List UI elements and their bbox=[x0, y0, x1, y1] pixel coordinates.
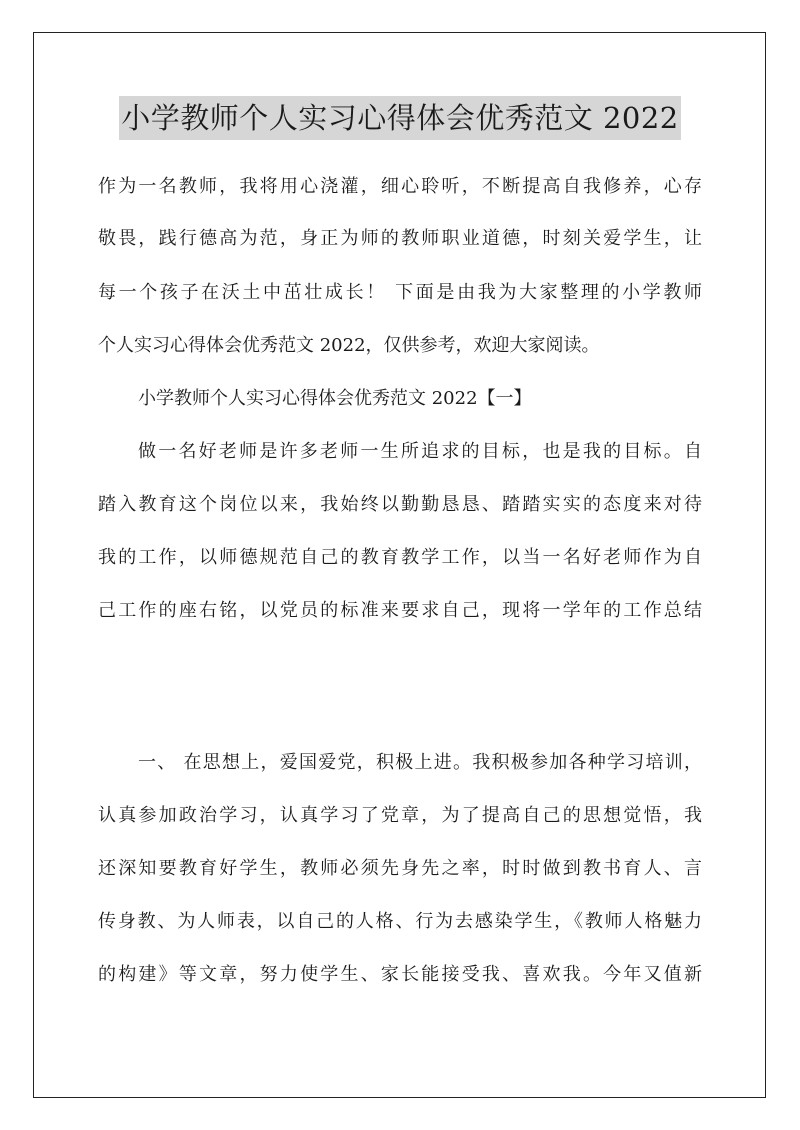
paragraph1-line-4: 己工作的座右铭，以党员的标准来要求自己，现将一学年的工作总结 bbox=[98, 600, 702, 621]
paragraph2-line-5: 的构建》等文章，努力使学生、家长能接受我、喜欢我。今年又值新 bbox=[98, 964, 702, 985]
intro-line-4: 个人实习心得体会优秀范文 2022，仅供参考，欢迎大家阅读。 bbox=[98, 335, 600, 356]
document-title: 小学教师个人实习心得体会优秀范文 2022 bbox=[119, 96, 681, 140]
paragraph2-line-2: 认真参加政治学习，认真学习了党章，为了提高自己的思想觉悟，我 bbox=[98, 805, 702, 826]
paragraph1-line-1: 做一名好老师是许多老师一生所追求的目标，也是我的目标。自 bbox=[138, 441, 702, 462]
paragraph1-line-2: 踏入教育这个岗位以来，我始终以勤勤恳恳、踏踏实实的态度来对待 bbox=[98, 494, 702, 515]
intro-line-1: 作为一名教师，我将用心浇灌，细心聆听，不断提高自我修养，心存 bbox=[98, 176, 702, 197]
section-heading: 小学教师个人实习心得体会优秀范文 2022【一】 bbox=[138, 388, 532, 409]
paragraph2-line-1: 一、 在思想上，爱国爱党，积极上进。我积极参加各种学习培训， bbox=[138, 752, 702, 773]
paragraph2-line-3: 还深知要教育好学生，教师必须先身先之率，时时做到教书育人、言 bbox=[98, 858, 702, 879]
title-container bbox=[0, 96, 800, 140]
paragraph2-line-4: 传身教、为人师表，以自己的人格、行为去感染学生，《教师人格魅力 bbox=[98, 911, 702, 932]
paragraph1-line-3: 我的工作，以师德规范自己的教育教学工作，以当一名好老师作为自 bbox=[98, 547, 702, 568]
intro-line-3: 每一个孩子在沃土中茁壮成长！ 下面是由我为大家整理的小学教师 bbox=[98, 282, 702, 303]
intro-line-2: 敬畏，践行德高为范，身正为师的教师职业道德，时刻关爱学生，让 bbox=[98, 228, 702, 249]
